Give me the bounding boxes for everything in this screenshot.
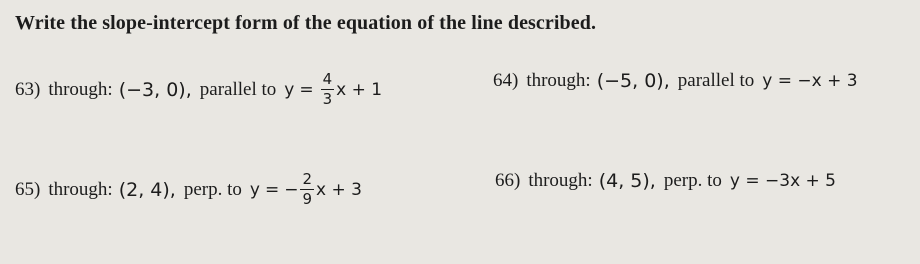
eq-rest: x + 3 [316, 179, 362, 200]
fraction-numerator: 2 [302, 170, 312, 188]
eq-equals: = [264, 179, 280, 200]
slope-fraction [321, 72, 335, 107]
eq-sign: − [284, 179, 299, 200]
problem-63 [15, 72, 382, 107]
fraction-denominator: 9 [302, 190, 312, 208]
problem-number: 64) [493, 70, 519, 91]
problem-65 [15, 172, 362, 207]
eq-lhs: y [284, 79, 295, 100]
instructions-heading: Write the slope-intercept form of the equation of the line described. [15, 12, 597, 34]
fraction-numerator: 4 [322, 70, 333, 88]
relation-label: parallel to [199, 78, 277, 100]
point: (2, 4), [118, 178, 176, 201]
eq-equals: = [299, 79, 314, 100]
relation-label: perp. to [663, 170, 722, 191]
equation [250, 172, 362, 207]
problem-number: 66) [495, 170, 521, 191]
equation [284, 72, 382, 107]
problem-number: 65) [15, 178, 41, 200]
eq-lhs: y [249, 179, 260, 200]
point: (4, 5), [598, 170, 656, 192]
relation-label: perp. to [183, 178, 242, 200]
problem-66 [495, 170, 836, 192]
through-label: through: [528, 170, 593, 191]
point: (−3, 0), [118, 78, 192, 101]
through-label: through: [48, 178, 113, 200]
problem-number: 63) [15, 78, 41, 100]
relation-label: parallel to [677, 70, 755, 91]
slope-fraction [300, 172, 314, 207]
problem-64 [493, 70, 858, 92]
eq-rest: x + 1 [336, 79, 383, 100]
equation: y = −x + 3 [762, 71, 858, 91]
through-label: through: [48, 78, 113, 100]
fraction-denominator: 3 [322, 90, 333, 108]
equation: y = −3x + 5 [729, 171, 836, 191]
point: (−5, 0), [596, 70, 670, 92]
through-label: through: [526, 70, 591, 91]
